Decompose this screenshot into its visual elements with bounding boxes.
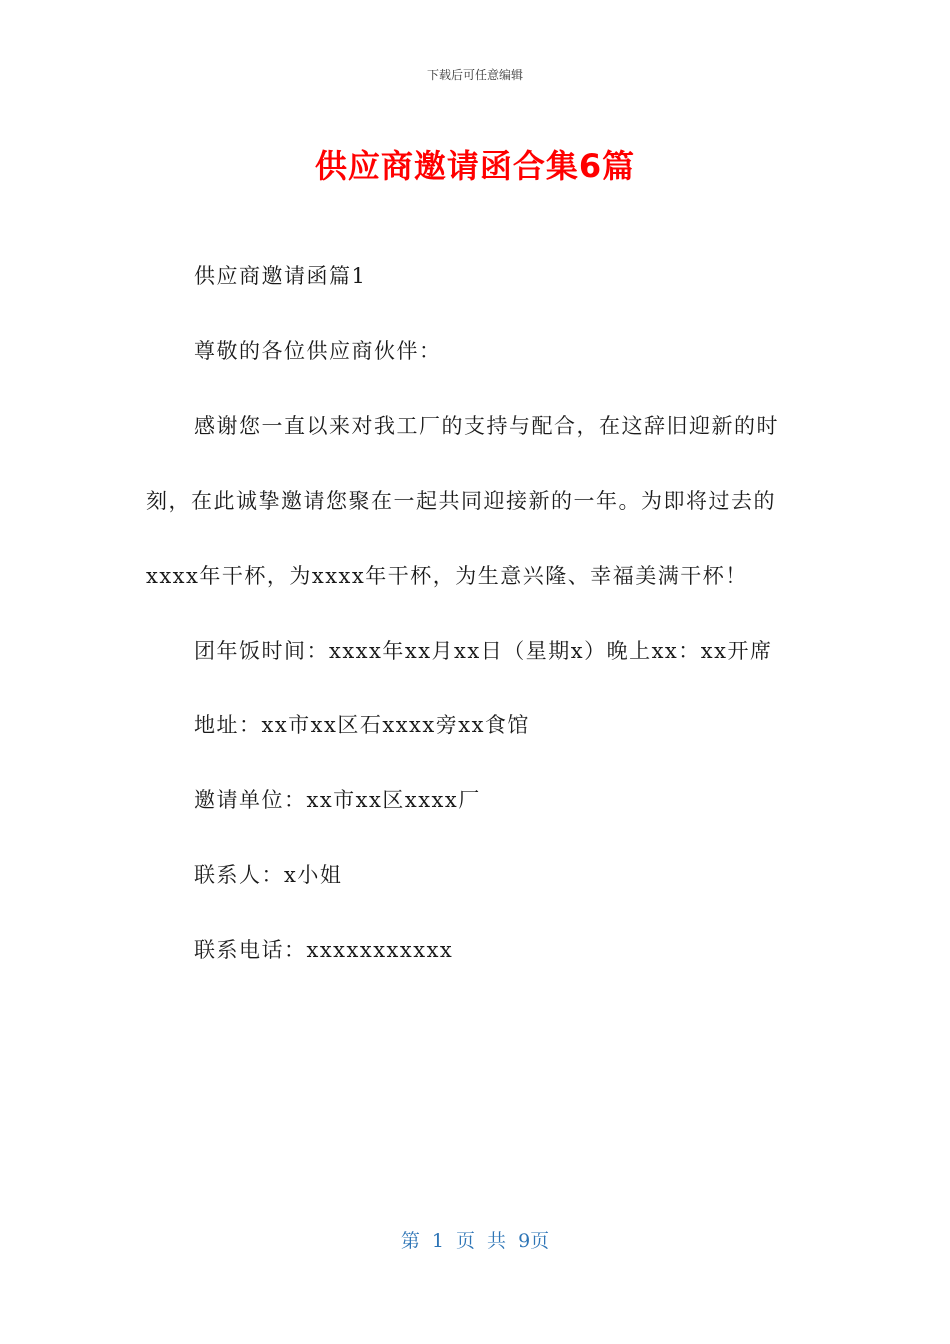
section-heading: 供应商邀请函篇1 xyxy=(194,264,367,288)
salutation: 尊敬的各位供应商伙伴： xyxy=(194,339,442,363)
inviter-paragraph: 邀请单位：xx市xx区xxxx厂 xyxy=(194,788,481,812)
contact-person-paragraph: 联系人：x小姐 xyxy=(194,863,343,887)
paragraph-gap xyxy=(146,895,796,933)
paragraph-gap xyxy=(146,296,796,334)
page-number: 第 1 页 共 9页 xyxy=(400,1230,550,1252)
dinner-time-paragraph: 团年饭时间：xxxx年xx月xx日（星期x）晚上xx：xx开席 xyxy=(194,638,773,663)
contact-phone-paragraph: 联系电话：xxxxxxxxxxx xyxy=(194,938,454,962)
address-paragraph: 地址：xx市xx区石xxxx旁xx食馆 xyxy=(194,713,530,737)
document-title: 供应商邀请函合集6篇 xyxy=(314,147,636,185)
document-body xyxy=(146,258,796,970)
paragraph-gap xyxy=(146,745,796,783)
body-paragraph-intro: 感谢您一直以来对我工厂的支持与配合，在这辞旧迎新的时刻，在此诚挚邀请您聚在一起共同迎接新的一年。为即将过去的xxxx年干杯，为xxxx年干杯，为生意兴隆、幸福美满干杯！ xyxy=(146,414,779,588)
page-header-note: 下载后可任意编辑 xyxy=(426,68,523,82)
paragraph-gap xyxy=(146,820,796,858)
